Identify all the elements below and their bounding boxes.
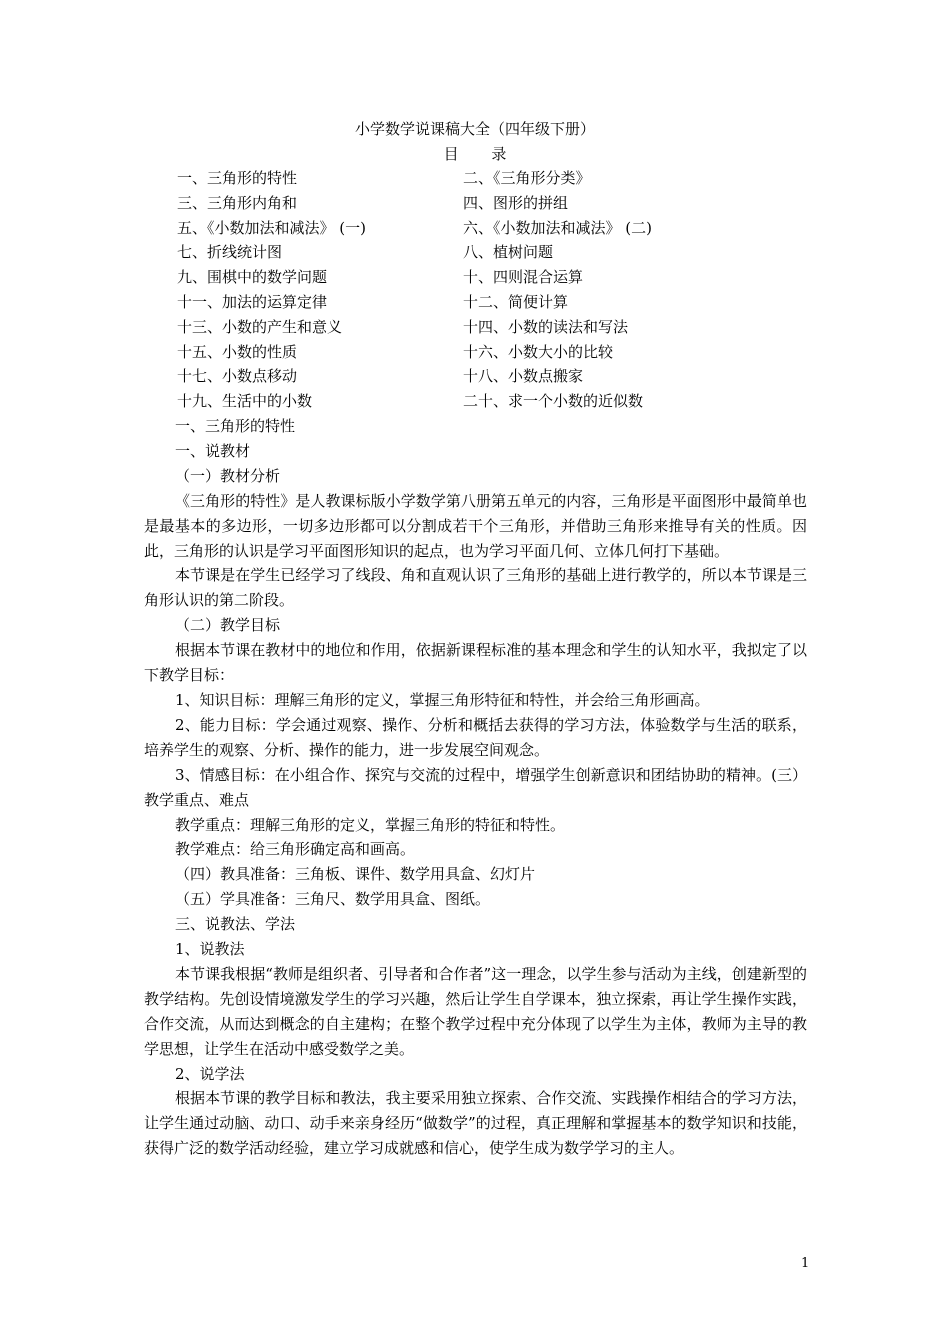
toc-item: 二十、求一个小数的近似数	[463, 392, 644, 411]
toc-item: 十八、小数点搬家	[463, 367, 584, 386]
toc-item: 十一、加法的运算定律	[177, 292, 328, 311]
section-heading: 一、说教材	[175, 441, 251, 460]
body-paragraph: （四）教具准备：三角板、课件、数学用具盒、幻灯片	[175, 865, 536, 884]
toc-row	[177, 265, 797, 290]
section-heading: 一、三角形的特性	[175, 417, 296, 435]
toc-row	[177, 315, 797, 340]
toc-item: 五、《小数加法和减法》 (一)	[177, 218, 366, 237]
toc-row	[177, 216, 797, 241]
toc-item: 十七、小数点移动	[177, 367, 298, 386]
body-paragraph: 本节课是在学生已经学习了线段、角和直观认识了三角形的基础上进行教学的，所以本节课是三角形认识的第二阶段。	[144, 566, 807, 610]
toc-row	[177, 240, 797, 265]
section-heading: 三、说教法、学法	[175, 915, 296, 934]
body-paragraph: 本节课我根据“教师是组织者、引导者和合作者”这一理念，以学生参与活动为主线，创建新型的教学结构。先创设情境激发学生的学习兴趣，然后让学生自学课本，独立探索，再让学生操作实践，合作交流，从而达到概念的自主建构；在整个教学过程中充分体现了以学生为主体，教师为主导的教学思想，让学生在活动中感受数学之美。	[144, 964, 807, 1058]
toc-item: 三、三角形内角和	[177, 193, 298, 212]
toc-row	[177, 364, 797, 389]
body-paragraph: 教学难点：给三角形确定高和画高。	[175, 840, 416, 859]
table-of-contents	[177, 166, 797, 414]
body-paragraph: 根据本节课的教学目标和教法，我主要采用独立探索、合作交流、实践操作相结合的学习方法，让学生通过动脑、动口、动手来亲身经历“做数学”的过程，真正理解和掌握基本的数学知识和技能，获得广泛的数学活动经验，建立学习成就感和信心，使学生成为数学学习的主人。	[144, 1089, 807, 1158]
toc-item: 十四、小数的读法和写法	[463, 317, 629, 336]
toc-heading: 目 录	[443, 145, 507, 163]
toc-item: 一、三角形的特性	[177, 169, 298, 187]
toc-item: 十九、生活中的小数	[177, 392, 313, 411]
document-body	[144, 414, 807, 1161]
toc-item: 四、图形的拼组	[463, 193, 569, 212]
toc-item: 十六、小数大小的比较	[463, 342, 614, 361]
toc-row	[177, 340, 797, 365]
body-paragraph: 1、知识目标：理解三角形的定义，掌握三角形特征和特性，并会给三角形画高。	[175, 690, 710, 709]
body-paragraph: 2、能力目标：学会通过观察、操作、分析和概括去获得的学习方法，体验数学与生活的联系，培养学生的观察、分析、操作的能力，进一步发展空间观念。	[144, 715, 807, 759]
toc-item: 九、围棋中的数学问题	[177, 268, 328, 287]
toc-item: 二、《三角形分类》	[463, 169, 591, 187]
toc-row	[177, 389, 797, 414]
subsection-heading: （二）教学目标	[175, 616, 281, 635]
body-paragraph: 教学重点：理解三角形的定义，掌握三角形的特征和特性。	[175, 815, 566, 834]
toc-item: 八、植树问题	[463, 243, 554, 262]
body-paragraph: 根据本节课在教材中的地位和作用，依据新课程标准的基本理念和学生的认知水平，我拟定了以下教学目标：	[144, 641, 807, 685]
body-paragraph: 3、情感目标：在小组合作、探究与交流的过程中，增强学生创新意识和团结协助的精神。(三）教学重点、难点	[144, 765, 807, 809]
body-paragraph: 《三角形的特性》是人教课标版小学数学第八册第五单元的内容，三角形是平面图形中最简单也是最基本的多边形，一切多边形都可以分割成若干个三角形，并借助三角形来推导有关的性质。因此，三角形的认识是学习平面图形知识的起点，也为学习平面几何、立体几何打下基础。	[144, 491, 807, 560]
toc-item: 十二、简便计算	[463, 292, 569, 311]
toc-item: 十、四则混合运算	[463, 268, 584, 287]
toc-row	[177, 166, 797, 191]
body-paragraph: （五）学具准备：三角尺、数学用具盒、图纸。	[175, 890, 491, 909]
subsection-heading: （一）教材分析	[175, 466, 281, 485]
toc-item: 七、折线统计图	[177, 243, 283, 262]
subsection-heading: 1、说教法	[175, 940, 245, 959]
toc-item: 十五、小数的性质	[177, 342, 298, 361]
subsection-heading: 2、说学法	[175, 1064, 245, 1083]
toc-item: 六、《小数加法和减法》 (二)	[463, 218, 652, 237]
page-number: 1	[801, 1256, 810, 1271]
toc-row	[177, 191, 797, 216]
document-title: 小学数学说课稿大全（四年级下册）	[354, 120, 595, 138]
toc-row	[177, 290, 797, 315]
toc-item: 十三、小数的产生和意义	[177, 317, 343, 336]
